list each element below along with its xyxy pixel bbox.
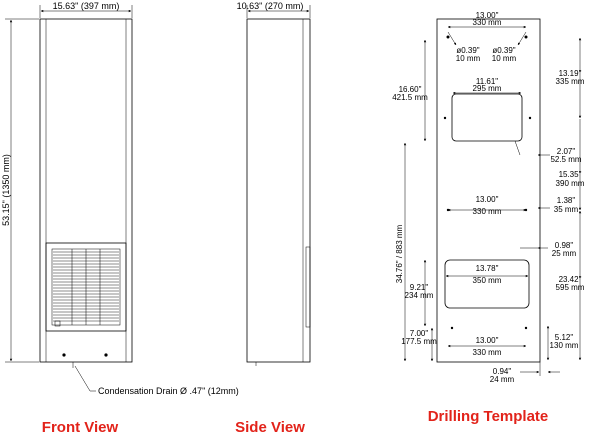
bottom-width-in: 13.00" xyxy=(475,336,499,345)
drain-label: Condensation Drain Ø .47" (12mm) xyxy=(98,386,239,396)
bottom-edge-in: 0.94" xyxy=(492,367,512,376)
front-grille xyxy=(46,243,126,331)
front-height-dim: 53.15" (1350 mm) xyxy=(1,154,11,226)
lower-gap-mm: 25 mm xyxy=(551,249,577,258)
side-cabinet-outline xyxy=(247,19,310,362)
side-view-title: Side View xyxy=(235,419,305,434)
right-lower-mm: 595 mm xyxy=(555,283,585,292)
bottom-edge-mm: 24 mm xyxy=(489,375,515,384)
hole-left-leader xyxy=(448,32,456,45)
right-upper-mm: 335 mm xyxy=(555,77,585,86)
front-view xyxy=(1,1,239,434)
hole-right-mm: 10 mm xyxy=(491,54,517,63)
right-gap-mm: 52.5 mm xyxy=(550,155,582,164)
bottom-right-mm: 130 mm xyxy=(549,341,579,350)
front-foot-left xyxy=(62,353,65,356)
template-outline xyxy=(437,19,540,362)
front-width-dim: 15.63" (397 mm) xyxy=(52,1,120,11)
hole-left xyxy=(447,36,450,39)
hole-left-mm: 10 mm xyxy=(455,54,481,63)
right-mid-mm: 390 mm xyxy=(555,179,585,188)
upper-cutout-in: 11.61" xyxy=(475,77,499,86)
left-lower-mm: 234 mm xyxy=(404,291,434,300)
upper-cutout-mm: 295 mm xyxy=(472,84,502,93)
left-lower-in: 9.21" xyxy=(409,283,429,292)
right-mid-in: 15.35" xyxy=(558,170,582,179)
lower-cutout-mm: 350 mm xyxy=(472,276,502,285)
left-span: 34.76" / 883 mm xyxy=(395,224,404,284)
right-gap-ext xyxy=(515,141,520,155)
hole-right xyxy=(525,36,528,39)
front-view-title: Front View xyxy=(41,419,119,434)
bottom-width-mm: 330 mm xyxy=(472,348,502,357)
bottom-left-in: 7.00" xyxy=(409,329,429,338)
hole-right-in: ø0.39" xyxy=(492,46,516,55)
drilling-template-title: Drilling Template xyxy=(427,408,549,425)
hole-left-in: ø0.39" xyxy=(456,46,480,55)
mid-hole-left xyxy=(447,209,449,211)
lower-gap-in: 0.98" xyxy=(554,241,574,250)
hole-right-leader xyxy=(518,32,526,45)
upper-hole-right xyxy=(529,117,531,119)
side-depth-dim: 10.63" (270 mm) xyxy=(236,1,304,11)
bottom-left-mm: 177.5 mm xyxy=(401,337,437,346)
drain-leader xyxy=(75,366,96,391)
template-top-width-in: 13.00" xyxy=(475,11,499,20)
bottom-hole-left xyxy=(451,327,453,329)
upper-left-offset-in: 16.60" xyxy=(398,85,422,94)
upper-hole-left xyxy=(444,117,446,119)
upper-cutout xyxy=(452,94,522,141)
right-upper-in: 13.19" xyxy=(558,69,582,78)
upper-left-offset-mm: 421.5 mm xyxy=(392,93,428,102)
side-vent-panel xyxy=(306,247,310,327)
bottom-hole-right xyxy=(525,327,527,329)
bottom-right-in: 5.12" xyxy=(554,333,574,342)
mid-hole-right xyxy=(525,209,527,211)
side-view xyxy=(235,1,310,434)
right-gap-in: 2.07" xyxy=(556,147,576,156)
right-lower-in: 23.42" xyxy=(558,275,582,284)
mid-gap-mm: 35 mm xyxy=(553,205,579,214)
front-foot-right xyxy=(104,353,107,356)
mid-gap-in: 1.38" xyxy=(556,196,576,205)
mid-width-mm: 330 mm xyxy=(472,207,502,216)
drilling-template xyxy=(392,11,585,425)
lower-cutout-in: 13.78" xyxy=(475,264,499,273)
template-top-width-mm: 330 mm xyxy=(472,18,502,27)
mid-width-in: 13.00" xyxy=(475,195,499,204)
